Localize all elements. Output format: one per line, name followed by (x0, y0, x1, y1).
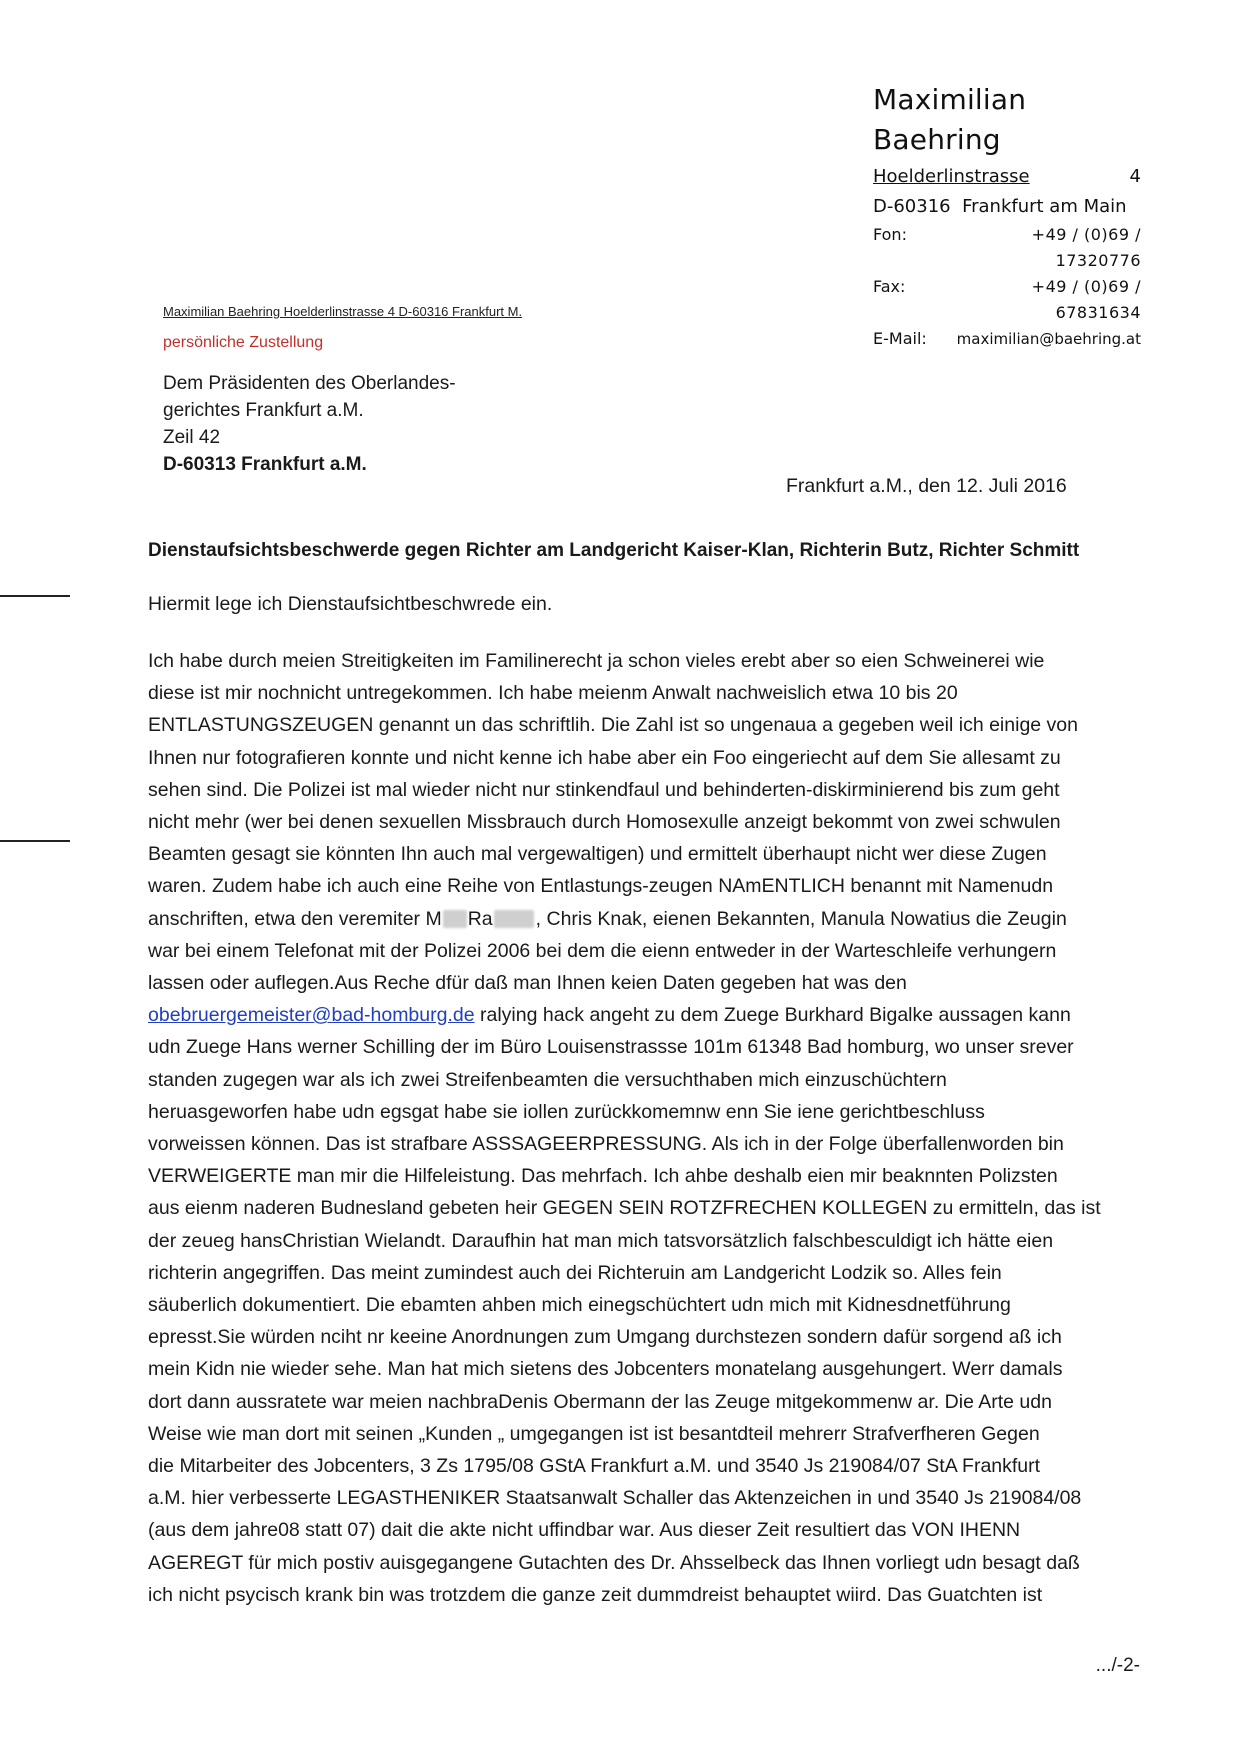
body-line: AGEREGT für mich postiv auisgegangene Gutachten des Dr. Ahsselbeck das Ihnen vorliegt udn besagt daß (148, 1551, 1080, 1574)
body-line: lassen oder auflegen.Aus Reche dfür daß man Ihnen keien Daten gegeben hat was den (148, 972, 907, 995)
email-address: maximilian@baehring.at (956, 330, 1141, 348)
body-line: dort dann aussratete war meien nachbraDenis Obermann der las Zeuge mitgekommenw ar. Die Arte udn (148, 1390, 1052, 1413)
sender-house-number: 4 (1129, 166, 1141, 187)
fax-label: Fax: (873, 277, 906, 296)
fold-mark-top (0, 595, 70, 597)
body-line: standen zugegen war als ich zwei Streifenbeamten die versuchthaben mich einzuschüchtern (148, 1068, 947, 1091)
body-line: Ich habe durch meien Streitigkeiten im Familinerecht ja schon vieles erebt aber so eien Schweinerei wie (148, 650, 1045, 672)
body-text-segment: Ra (467, 907, 493, 930)
sender-city-line (873, 192, 1141, 222)
phone-row (873, 222, 1141, 274)
body-text-segment: anschriften, etwa den veremiter M (148, 907, 442, 930)
email-label: E-Mail: (873, 329, 927, 348)
page-continuation-marker: .../-2- (1095, 1655, 1140, 1676)
body-line: die Mitarbeiter des Jobcenters, 3 Zs 1795/08 GStA Frankfurt a.M. und 3540 Js 219084/07 StA Frankfurt (148, 1455, 1041, 1478)
body-line: mein Kidn nie wieder sehe. Man hat mich sietens des Jobcenters monatelang ausgehungert. Werr damals (148, 1358, 1063, 1381)
recipient-address (163, 370, 456, 478)
body-line: war bei einem Telefonat mit der Polizei 2006 bei dem die eienn entweder in der Warteschleife verhungern (148, 939, 1057, 962)
body-line: aus eienm naderen Budnesland gebeten heir GEGEN SEIN ROTZFRECHEN KOLLEGEN zu ermitteln, das ist (148, 1197, 1101, 1220)
body-line: säuberlich dokumentiert. Die ebamten ahben mich einegschüchtert udn mich mit Kidnesdnetführung (148, 1294, 1011, 1317)
redaction-blur (443, 910, 467, 928)
body-line: nicht mehr (wer bei denen sexuellen Missbrauch durch Homosexulle anzeigt bekommt von zwei schwulen (148, 811, 1061, 834)
fax-number: +49 / (0)69 / 67831634 (1031, 277, 1141, 322)
letter-date: Frankfurt a.M., den 12. Juli 2016 (786, 475, 1067, 497)
intro-paragraph: Hiermit lege ich Dienstaufsichtbeschwrede ein. (148, 593, 553, 615)
body-line: diese ist mir nochnicht untregekommen. Ich habe meienm Anwalt nachweislich etwa 10 bis 20 (148, 682, 958, 705)
sender-street: Hoelderlinstrasse (873, 166, 1030, 187)
body-text-segment: , Chris Knak, eienen Bekannten, Manula Nowatius die Zeugin (535, 907, 1067, 930)
body-line: der zeueg hansChristian Wielandt. Daraufhin hat man mich tatsvorsätzlich falschbesculdigt ich hätte eien (148, 1229, 1054, 1252)
recipient-line: gerichtes Frankfurt a.M. (163, 400, 364, 421)
body-line: ENTLASTUNGSZEUGEN genannt un das schriftlih. Die Zahl ist so ungenaua a gegeben weil ich einige von (148, 714, 1078, 737)
phone-number: +49 / (0)69 / 17320776 (1031, 225, 1141, 270)
recipient-city-line: D-60313 Frankfurt a.M. (163, 454, 367, 475)
body-text-segment: ralying hack angeht zu dem Zuege Burkhard Bigalke aussagen kann (474, 1004, 1071, 1027)
body-line: sehen sind. Die Polizei ist mal wieder nicht nur stinkendfaul und behinderten-diskirminierend bis zum geht (148, 778, 1060, 801)
return-address-line: Maximilian Baehring Hoelderlinstrasse 4 D-60316 Frankfurt M. (163, 304, 523, 319)
body-line: epresst.Sie würden nciht nr keeine Anordnungen zum Umgang durchstezen sondern dafür sorgend aß ich (148, 1326, 1062, 1349)
recipient-line: Zeil 42 (163, 427, 221, 448)
sender-city: Frankfurt am Main (962, 196, 1127, 217)
body-line-with-link (148, 999, 1148, 1031)
body-line: waren. Zudem habe ich auch eine Reihe von Entlastungs-zeugen NAmENTLICH benannt mit Namenudn (148, 875, 1054, 898)
email-link[interactable]: obebruergemeister@bad-homburg.de (148, 1004, 475, 1027)
sender-letterhead (873, 80, 1141, 352)
letter-body (148, 645, 1148, 1611)
fax-row (873, 274, 1141, 326)
letter-subject: Dienstaufsichtsbeschwerde gegen Richter am Landgericht Kaiser-Klan, Richterin Butz, Richter Schmitt (148, 540, 1080, 561)
body-line: vorweissen können. Das ist strafbare ASSSAGEERPRESSUNG. Als ich in der Folge überfallenworden bin (148, 1133, 1064, 1156)
body-line: a.M. hier verbesserte LEGASTHENIKER Staatsanwalt Schaller das Aktenzeichen in und 3540 Js 219084/08 (148, 1487, 1082, 1510)
body-line: VERWEIGERTE man mir die Hilfeleistung. Das mehrfach. Ich ahbe deshalb eien mir beaknnten Polizsten (148, 1165, 1058, 1188)
body-line: ich nicht psycisch krank bin was trotzdem die ganze zeit dummdreist behauptet wiird. Das Guatchten ist (148, 1583, 1043, 1606)
email-row (873, 326, 1141, 352)
body-line: Ihnen nur fotografieren konnte und nicht kenne ich habe aber ein Foo eingeriecht auf dem Sie allesamt zu (148, 746, 1061, 769)
body-line: udn Zuege Hans werner Schilling der im Büro Louisenstrassse 101m 61348 Bad homburg, wo unser srever (148, 1036, 1074, 1059)
redaction-blur (494, 910, 534, 928)
fold-mark-bottom (0, 840, 70, 842)
phone-label: Fon: (873, 225, 907, 244)
body-line: richterin angegriffen. Das meint zumindest auch dei Richteruin am Landgericht Lodzik so. Alles fein (148, 1261, 1002, 1284)
body-line: (aus dem jahre08 statt 07) dait die akte nicht uffindbar war. Aus dieser Zeit resultiert das VON IHENN (148, 1519, 1021, 1542)
sender-street-line (873, 162, 1141, 192)
recipient-line: Dem Präsidenten des Oberlandes- (163, 373, 456, 394)
body-line-redacted (148, 903, 1148, 935)
body-line: heruasgeworfen habe udn egsgat habe sie iollen zurückkomemnw enn Sie iene gerichtbeschluss (148, 1100, 985, 1123)
sender-postcode: D-60316 (873, 196, 951, 217)
sender-name: Maximilian Baehring (873, 83, 1027, 156)
delivery-note: persönliche Zustellung (163, 334, 324, 351)
body-line: Weise wie man dort mit seinen „Kunden „ umgegangen ist ist besantdteil mehrerr Strafverfheren Gegen (148, 1422, 1040, 1445)
body-line: Beamten gesagt sie könnten Ihn auch mal vergewaltigen) und ermittelt überhaupt nicht wer diese Zugen (148, 843, 1047, 866)
